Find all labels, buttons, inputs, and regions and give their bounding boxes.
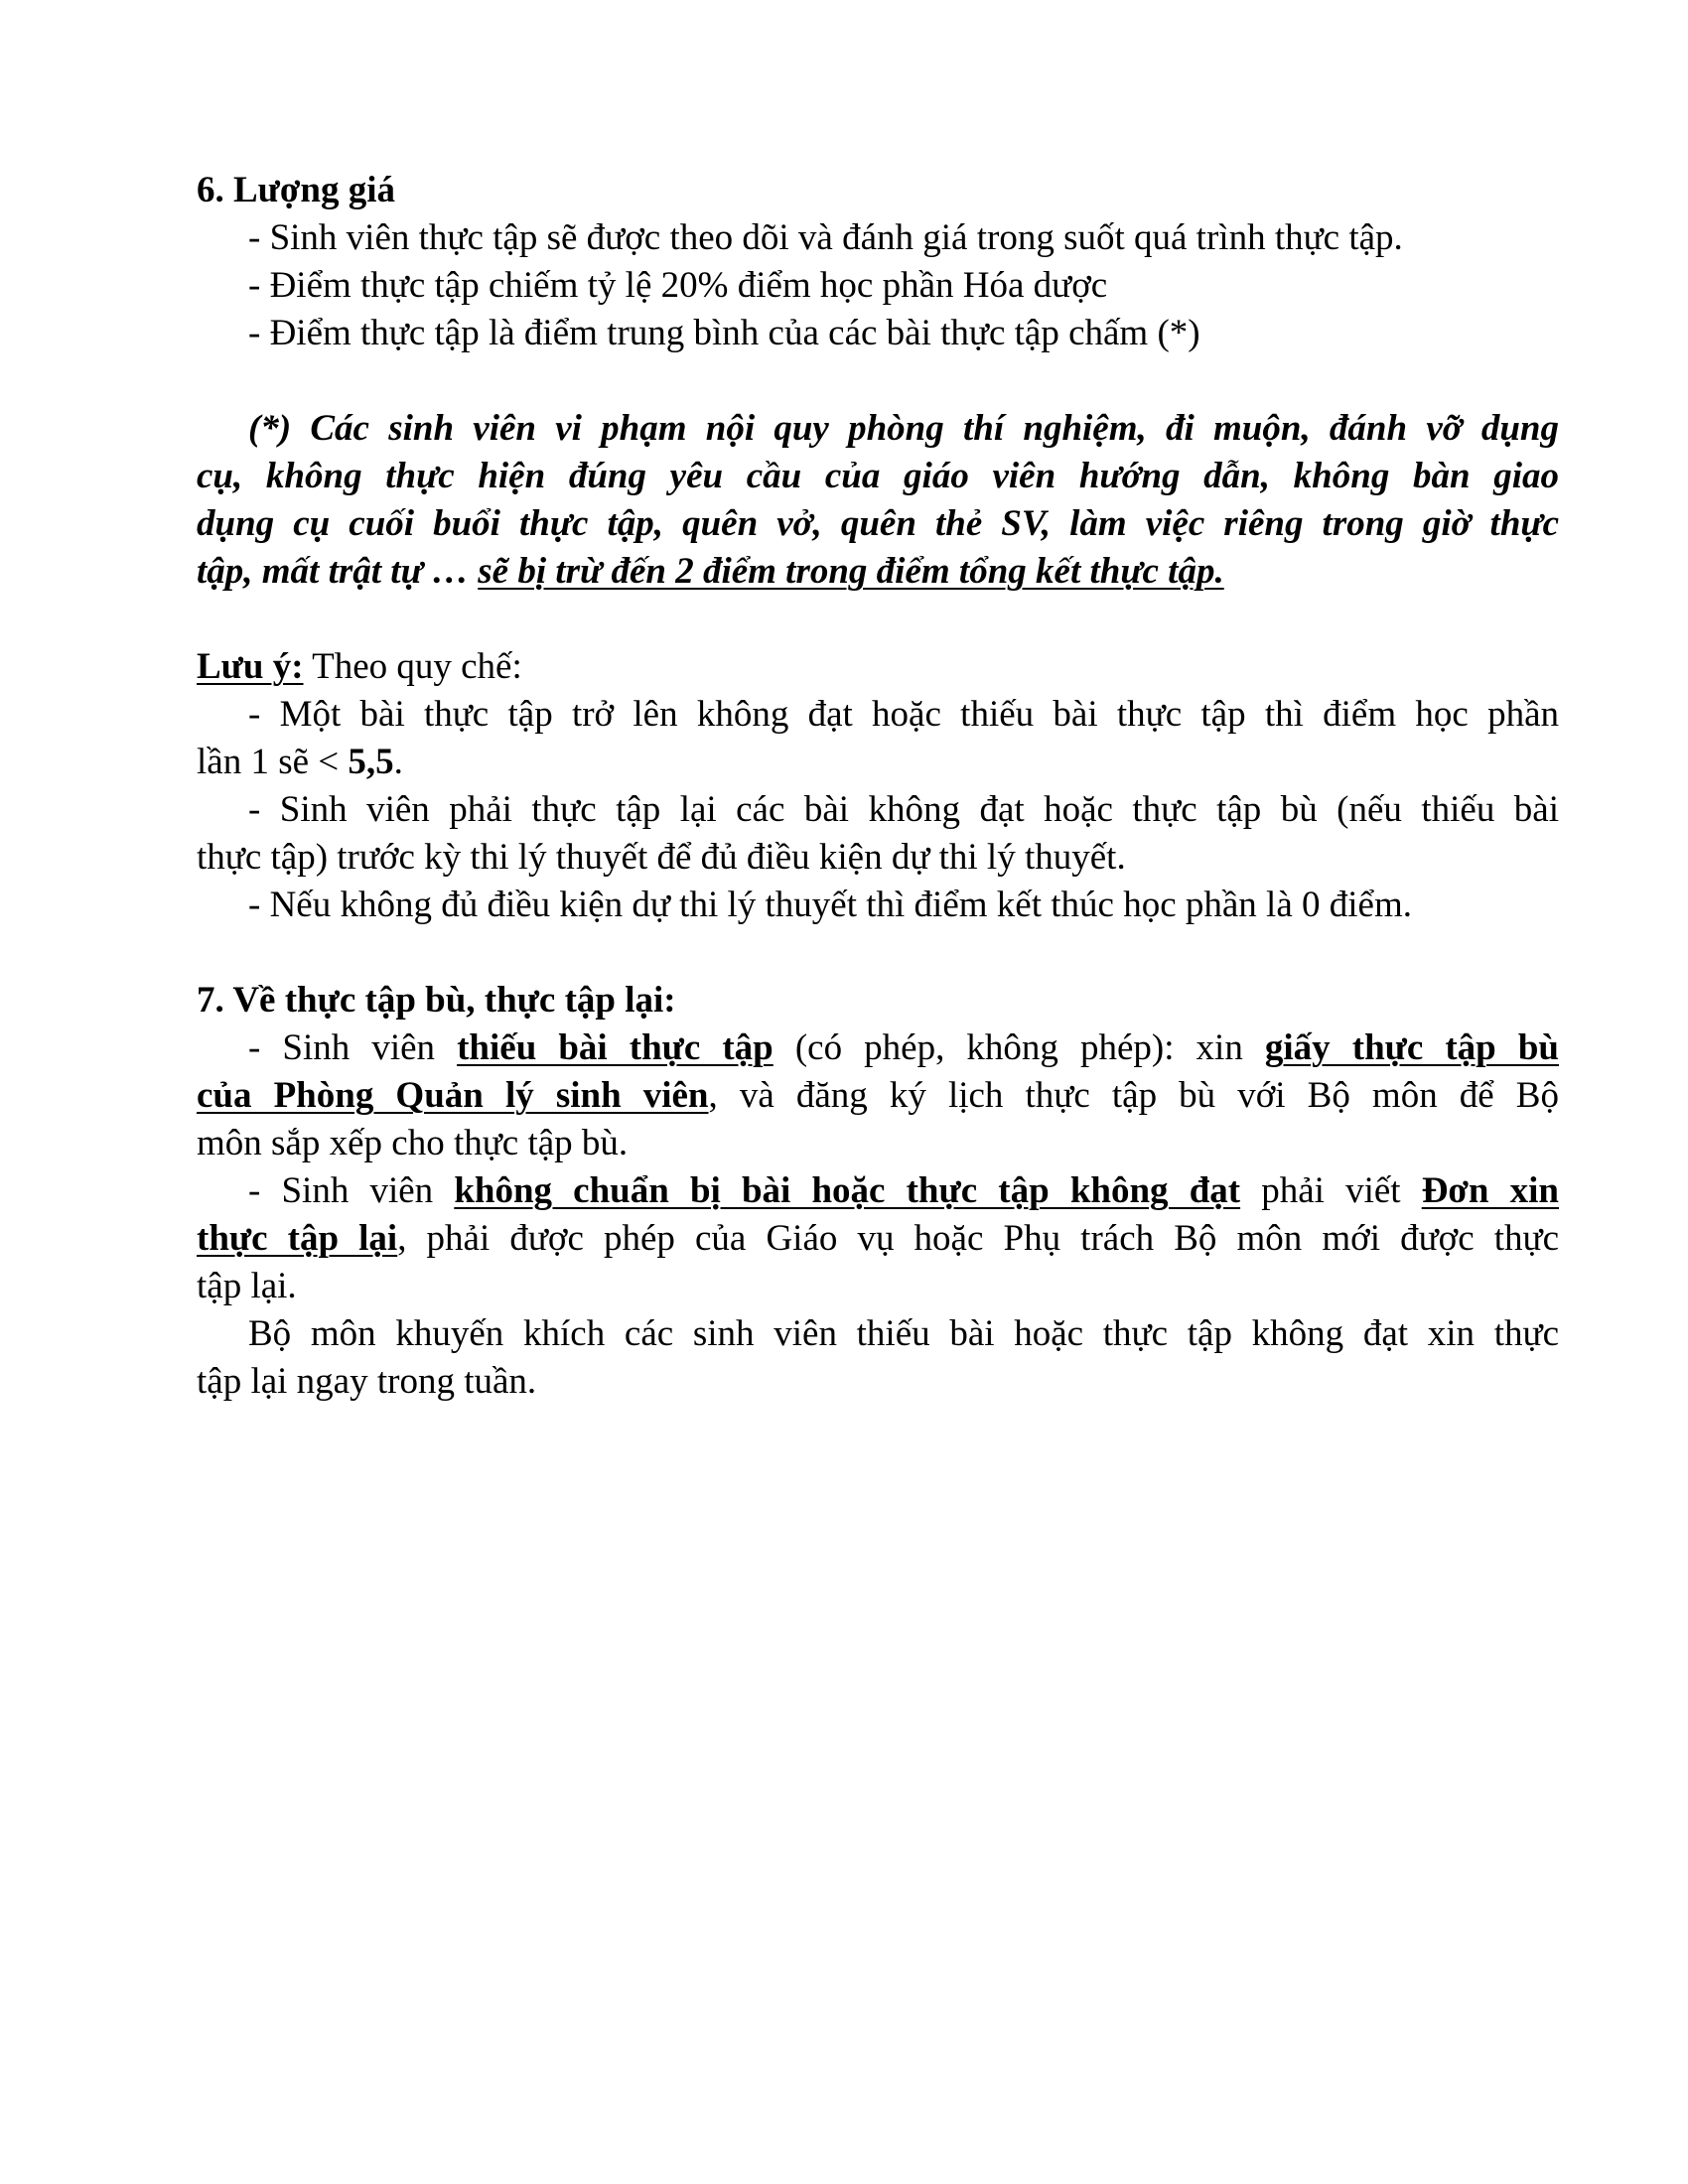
penalty-note-line-1: (*) Các sinh viên vi phạm nội quy phòng thí nghiệm, đi muộn, đánh vỡ dụng	[248, 408, 1559, 449]
penalty-note-underlined: sẽ bị trừ đến 2 điểm trong điểm tổng kết thực tập.	[478, 551, 1224, 592]
p2-text-a: - Sinh viên	[248, 1170, 455, 1211]
section-7-p3-line-1: Bộ môn khuyến khích các sinh viên thiếu bài hoặc thực tập không đạt xin thực	[248, 1313, 1559, 1354]
spacer	[197, 357, 1559, 405]
p2-text-f: , phải được phép của Giáo vụ hoặc Phụ trách Bộ môn mới được thực	[397, 1218, 1560, 1259]
section-6-item-3: - Điểm thực tập là điểm trung bình của các bài thực tập chấm (*)	[248, 313, 1200, 353]
p1-text-f: , và đăng ký lịch thực tập bù với Bộ môn để Bộ	[708, 1075, 1559, 1116]
p1-makeup-paper: giấy thực tập bù	[1264, 1027, 1559, 1068]
penalty-note-line-3: dụng cụ cuối buổi thực tập, quên vở, quên thẻ SV, làm việc riêng trong giờ thực	[197, 503, 1559, 544]
spacer	[197, 929, 1559, 977]
penalty-note-line-4	[197, 548, 1559, 596]
penalty-note-line-4-start: tập, mất trật tự …	[197, 551, 479, 592]
document-page	[197, 167, 1559, 1406]
p2-text-c: phải viết	[1240, 1170, 1422, 1211]
section-7-p3-line-2: tập lại ngay trong tuần.	[197, 1361, 537, 1402]
note-item-2-line-2: thực tập) trước kỳ thi lý thuyết để đủ điều kiện dự thi lý thuyết.	[197, 837, 1126, 878]
note-item-1-text: lần 1 sẽ <	[197, 742, 349, 782]
p2-not-prepared: không chuẩn bị bài hoặc thực tập không đạt	[454, 1170, 1241, 1211]
note-intro: Theo quy chế:	[303, 646, 522, 687]
penalty-note-line-2: cụ, không thực hiện đúng yêu cầu của giáo viên hướng dẫn, không bàn giao	[197, 456, 1559, 496]
note-item-3: - Nếu không đủ điều kiện dự thi lý thuyết thì điểm kết thúc học phần là 0 điểm.	[248, 885, 1412, 925]
note-item-1-line-2	[197, 739, 1559, 786]
spacer	[197, 596, 1559, 643]
p2-application: Đơn xin	[1421, 1170, 1559, 1211]
note-item-1-score: 5,5	[348, 742, 394, 782]
note-heading	[197, 643, 1559, 691]
note-item-1-line-1: - Một bài thực tập trở lên không đạt hoặc thiếu bài thực tập thì điểm học phần	[248, 694, 1559, 735]
section-7-p1-line-1	[197, 1024, 1559, 1072]
p1-text-a: - Sinh viên	[248, 1027, 458, 1068]
section-6-heading: 6. Lượng giá	[197, 170, 395, 210]
p1-missing-lab: thiếu bài thực tập	[457, 1027, 774, 1068]
section-7-p2-line-1	[197, 1167, 1559, 1215]
section-7-p1-line-2	[197, 1072, 1559, 1120]
section-7-p2-line-2	[197, 1215, 1559, 1263]
p2-redo-lab: thực tập lại	[197, 1218, 398, 1259]
p1-text-c: (có phép, không phép): xin	[773, 1027, 1265, 1068]
penalty-note	[197, 405, 1559, 596]
section-6-item-2: - Điểm thực tập chiếm tỷ lệ 20% điểm học phần Hóa dược	[248, 265, 1108, 306]
section-6-item-1: - Sinh viên thực tập sẽ được theo dõi và đánh giá trong suốt quá trình thực tập.	[248, 217, 1403, 258]
section-7-heading: 7. Về thực tập bù, thực tập lại:	[197, 980, 676, 1021]
section-7-p2-line-3: tập lại.	[197, 1266, 297, 1306]
note-item-1-end: .	[393, 742, 403, 782]
note-item-2-line-1: - Sinh viên phải thực tập lại các bài không đạt hoặc thực tập bù (nếu thiếu bài	[248, 789, 1559, 830]
p1-student-office: của Phòng Quản lý sinh viên	[197, 1075, 709, 1116]
note-label: Lưu ý:	[197, 646, 304, 687]
section-7-p1-line-3: môn sắp xếp cho thực tập bù.	[197, 1123, 629, 1163]
